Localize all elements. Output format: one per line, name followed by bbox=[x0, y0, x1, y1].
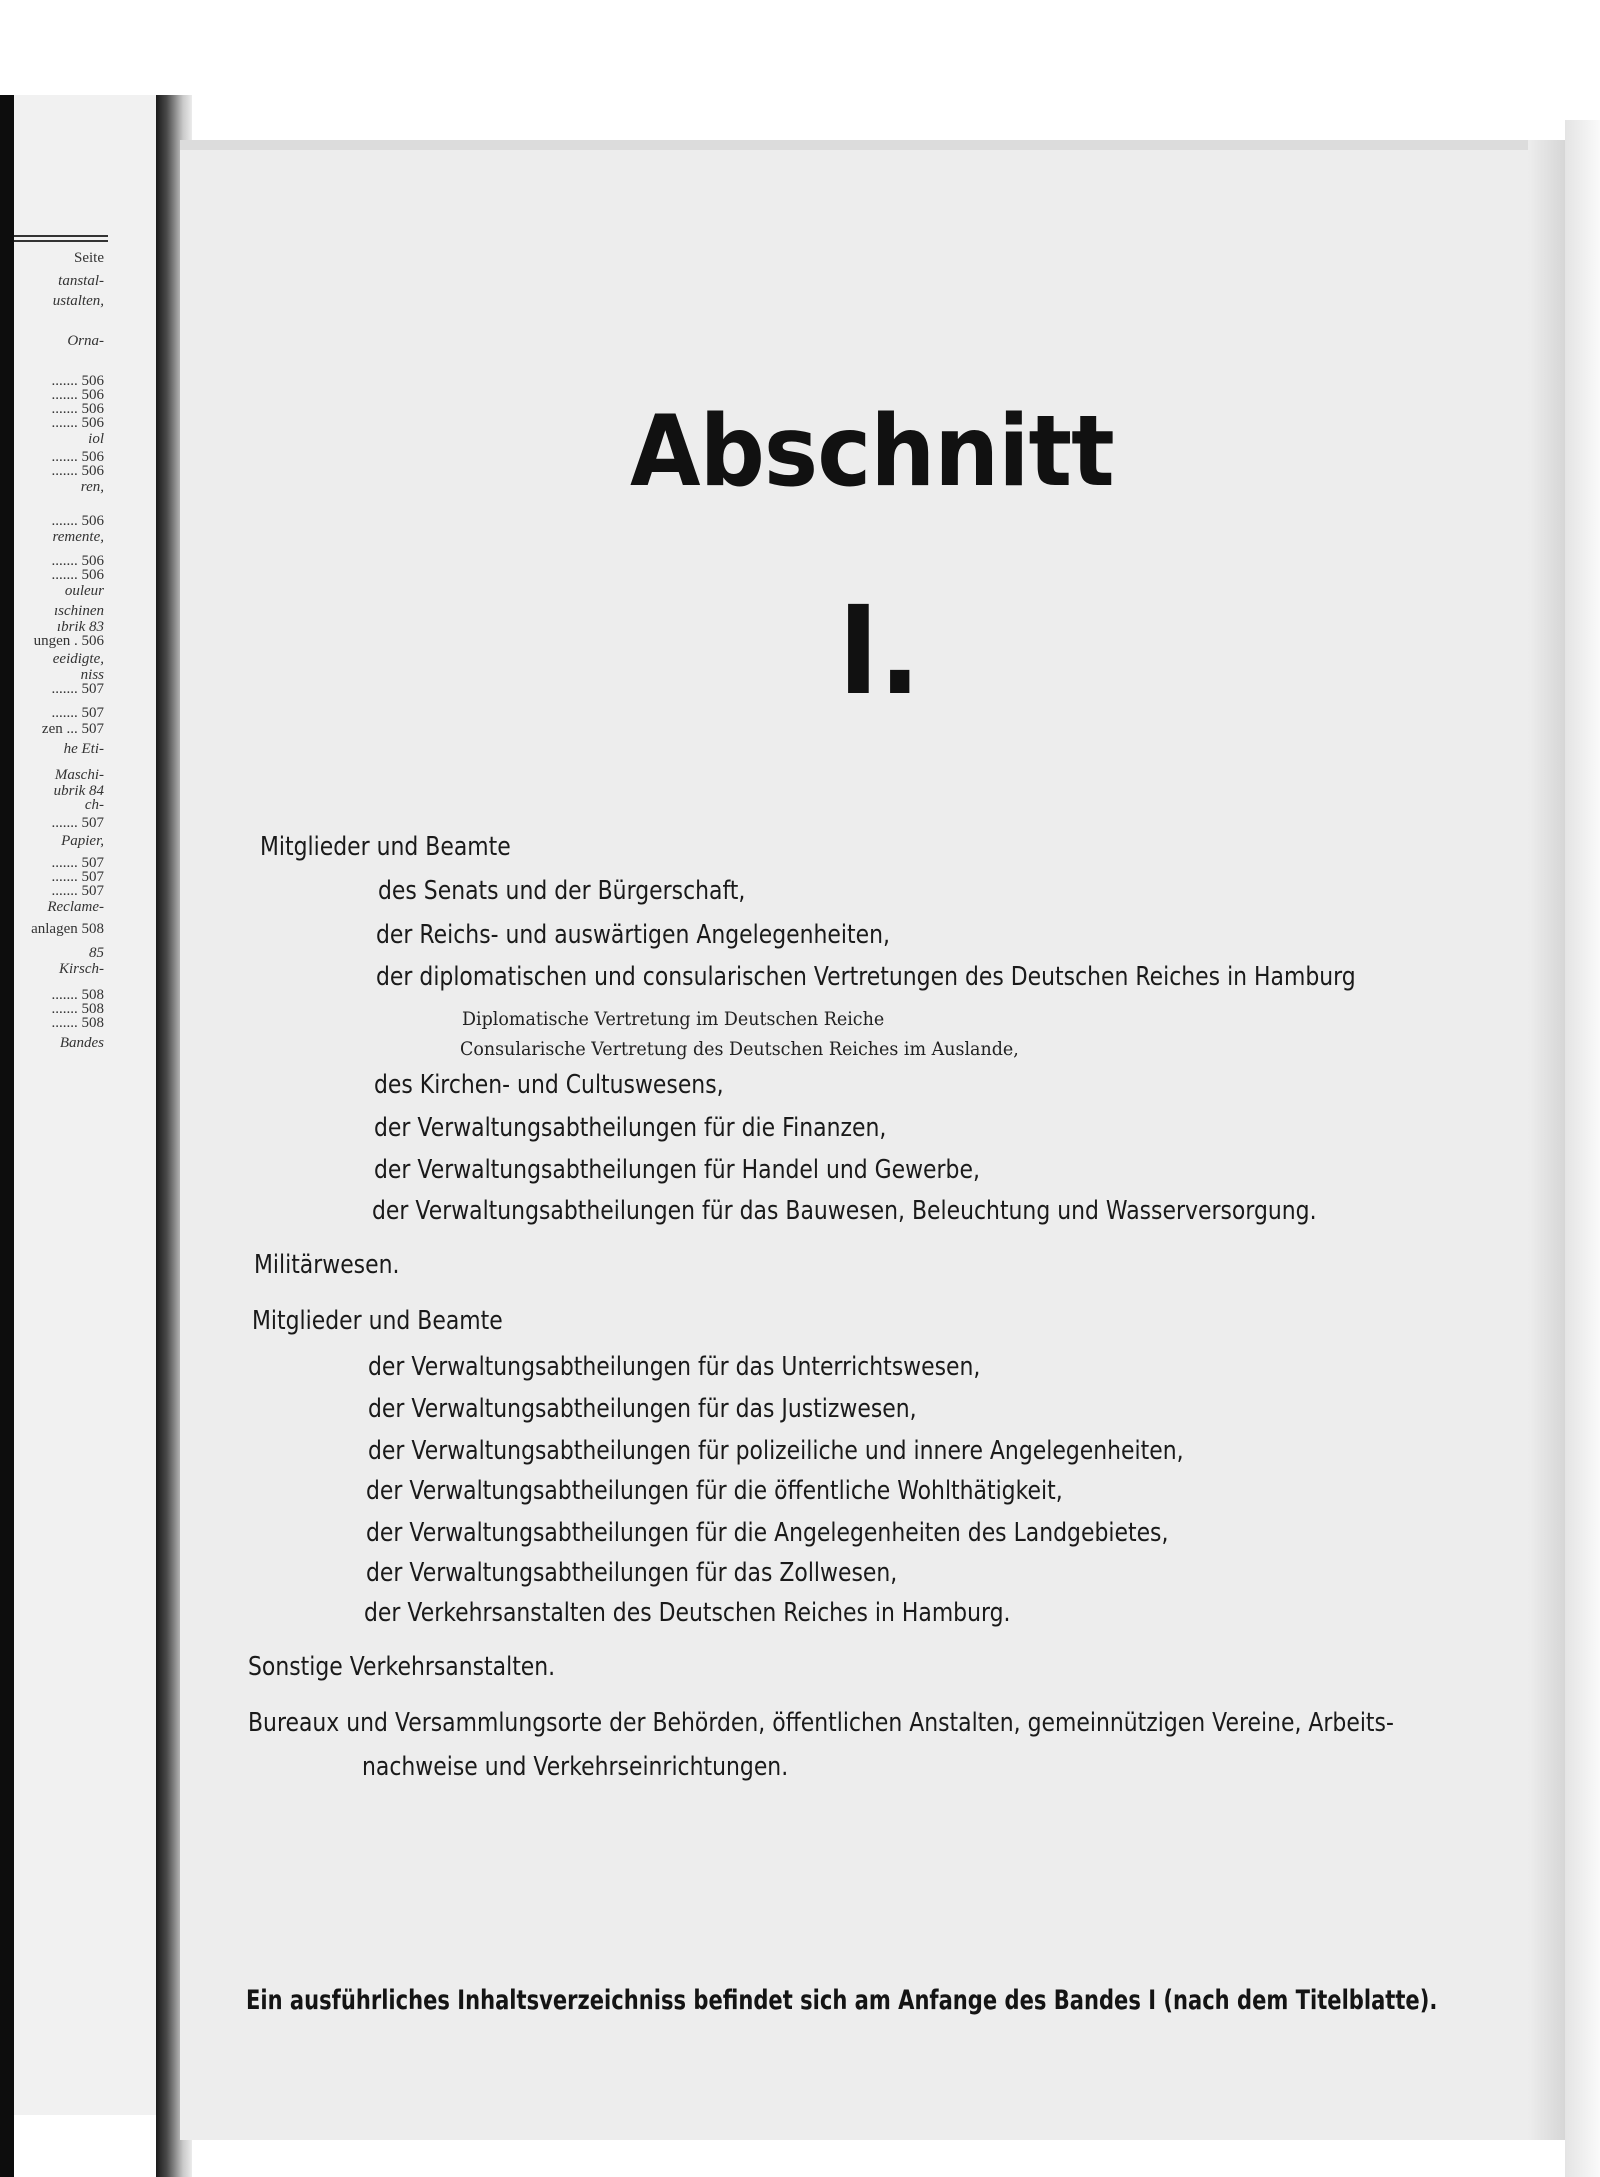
prev-page-line: Reclame- bbox=[47, 899, 104, 915]
prev-page-line: ....... 507 bbox=[51, 815, 104, 831]
prev-page-line: Papier, bbox=[61, 833, 104, 849]
page-shade bbox=[1528, 140, 1565, 2140]
toc-entry: des Kirchen- und Cultuswesens, bbox=[374, 1070, 724, 1100]
prev-page-line: ....... 506 bbox=[51, 449, 104, 465]
prev-page-line: Kirsch- bbox=[59, 961, 104, 977]
toc-entry: der Verwaltungsabtheilungen für das Bauwesen, Beleuchtung und Wasserversorgung. bbox=[372, 1196, 1317, 1226]
toc-entry: nachweise und Verkehrseinrichtungen. bbox=[362, 1752, 789, 1782]
prev-page-line: ....... 506 bbox=[51, 553, 104, 569]
prev-page-line: ....... 506 bbox=[51, 401, 104, 417]
prev-page-line: remente, bbox=[52, 529, 104, 545]
prev-page-line: ....... 507 bbox=[51, 869, 104, 885]
prev-page-line: ....... 507 bbox=[51, 681, 104, 697]
prev-page-line: tanstal- bbox=[58, 273, 104, 289]
toc-entry: der Verwaltungsabtheilungen für Handel und Gewerbe, bbox=[374, 1155, 980, 1185]
toc-heading: Militärwesen. bbox=[254, 1250, 400, 1280]
toc-subentry: Consularische Vertretung des Deutschen Reiches im Auslande, bbox=[460, 1038, 1019, 1060]
prev-page-line: ....... 507 bbox=[51, 883, 104, 899]
section-title: Abschnitt bbox=[630, 395, 1114, 509]
toc-entry: der Verwaltungsabtheilungen für das Unterrichtswesen, bbox=[368, 1352, 981, 1382]
toc-entry: der Verwaltungsabtheilungen für die Finanzen, bbox=[374, 1113, 887, 1143]
prev-page-line: ....... 506 bbox=[51, 463, 104, 479]
prev-page-line: Bandes bbox=[59, 1035, 104, 1051]
toc-subentry: Diplomatische Vertretung im Deutschen Reiche bbox=[462, 1008, 885, 1030]
prev-page-line: ch- bbox=[84, 797, 104, 813]
footer-note: Ein ausführliches Inhaltsverzeichniss befindet sich am Anfange des Bandes I (nach dem Titelblatte). bbox=[246, 1985, 1438, 2016]
toc-entry: der Verwaltungsabtheilungen für die öffentliche Wohlthätigkeit, bbox=[366, 1476, 1063, 1506]
divider bbox=[14, 240, 108, 242]
prev-page-line: zen ... 507 bbox=[41, 721, 104, 737]
prev-page-line: ....... 506 bbox=[51, 373, 104, 389]
prev-page-line: ....... 506 bbox=[51, 387, 104, 403]
prev-page-line: ....... 506 bbox=[51, 567, 104, 583]
prev-page-line: ....... 508 bbox=[51, 987, 104, 1003]
previous-page-strip bbox=[14, 95, 159, 2115]
toc-entry: des Senats und der Bürgerschaft, bbox=[378, 876, 746, 906]
toc-entry: der Verwaltungsabtheilungen für die Angelegenheiten des Landgebietes, bbox=[366, 1518, 1169, 1548]
toc-entry: der Verkehrsanstalten des Deutschen Reiches in Hamburg. bbox=[364, 1598, 1011, 1628]
toc-entry: der Reichs- und auswärtigen Angelegenheiten, bbox=[376, 920, 890, 950]
prev-page-line: ....... 508 bbox=[51, 1015, 104, 1031]
prev-page-line: niss bbox=[80, 667, 104, 683]
divider bbox=[14, 235, 108, 237]
prev-page-line: Seite bbox=[74, 250, 104, 266]
prev-page-line: ubrik 84 bbox=[53, 783, 104, 799]
toc-heading: Mitglieder und Beamte bbox=[252, 1306, 503, 1336]
prev-page-line: ....... 507 bbox=[51, 855, 104, 871]
prev-page-line: ....... 508 bbox=[51, 1001, 104, 1017]
toc-heading: Mitglieder und Beamte bbox=[260, 832, 511, 862]
prev-page-line: ustalten, bbox=[52, 293, 104, 309]
scan-border bbox=[0, 95, 14, 2177]
prev-page-line: he Eti- bbox=[63, 741, 104, 757]
section-number: I. bbox=[838, 580, 921, 722]
toc-heading: Sonstige Verkehrsanstalten. bbox=[248, 1652, 556, 1682]
toc-entry: der Verwaltungsabtheilungen für polizeiliche und innere Angelegenheiten, bbox=[368, 1436, 1184, 1466]
prev-page-line: ungen . 506 bbox=[33, 633, 104, 649]
toc-heading: Bureaux und Versammlungsorte der Behörden, öffentlichen Anstalten, gemeinnützigen Vereine, Arbeits- bbox=[248, 1708, 1394, 1738]
scan-background bbox=[1565, 120, 1600, 2177]
prev-page-line: ....... 506 bbox=[51, 415, 104, 431]
toc-entry: der Verwaltungsabtheilungen für das Zollwesen, bbox=[366, 1558, 898, 1588]
prev-page-line: Maschi- bbox=[54, 767, 104, 783]
prev-page-line: 85 bbox=[89, 945, 104, 961]
prev-page-line: iol bbox=[88, 431, 104, 447]
prev-page-line: Orna- bbox=[67, 333, 104, 349]
prev-page-line: ıschinen bbox=[54, 603, 104, 619]
prev-page-line: ....... 507 bbox=[51, 705, 104, 721]
prev-page-line: ıbrik 83 bbox=[56, 619, 104, 635]
prev-page-line: ....... 506 bbox=[51, 513, 104, 529]
prev-page-line: eeidigte, bbox=[52, 651, 104, 667]
toc-entry: der Verwaltungsabtheilungen für das Justizwesen, bbox=[368, 1394, 917, 1424]
toc-entry: der diplomatischen und consularischen Vertretungen des Deutschen Reiches in Hamburg bbox=[376, 962, 1356, 992]
prev-page-line: ren, bbox=[80, 479, 104, 495]
prev-page-line: anlagen 508 bbox=[31, 921, 104, 937]
page-shade bbox=[180, 140, 1565, 150]
prev-page-line: ouleur bbox=[64, 583, 104, 599]
